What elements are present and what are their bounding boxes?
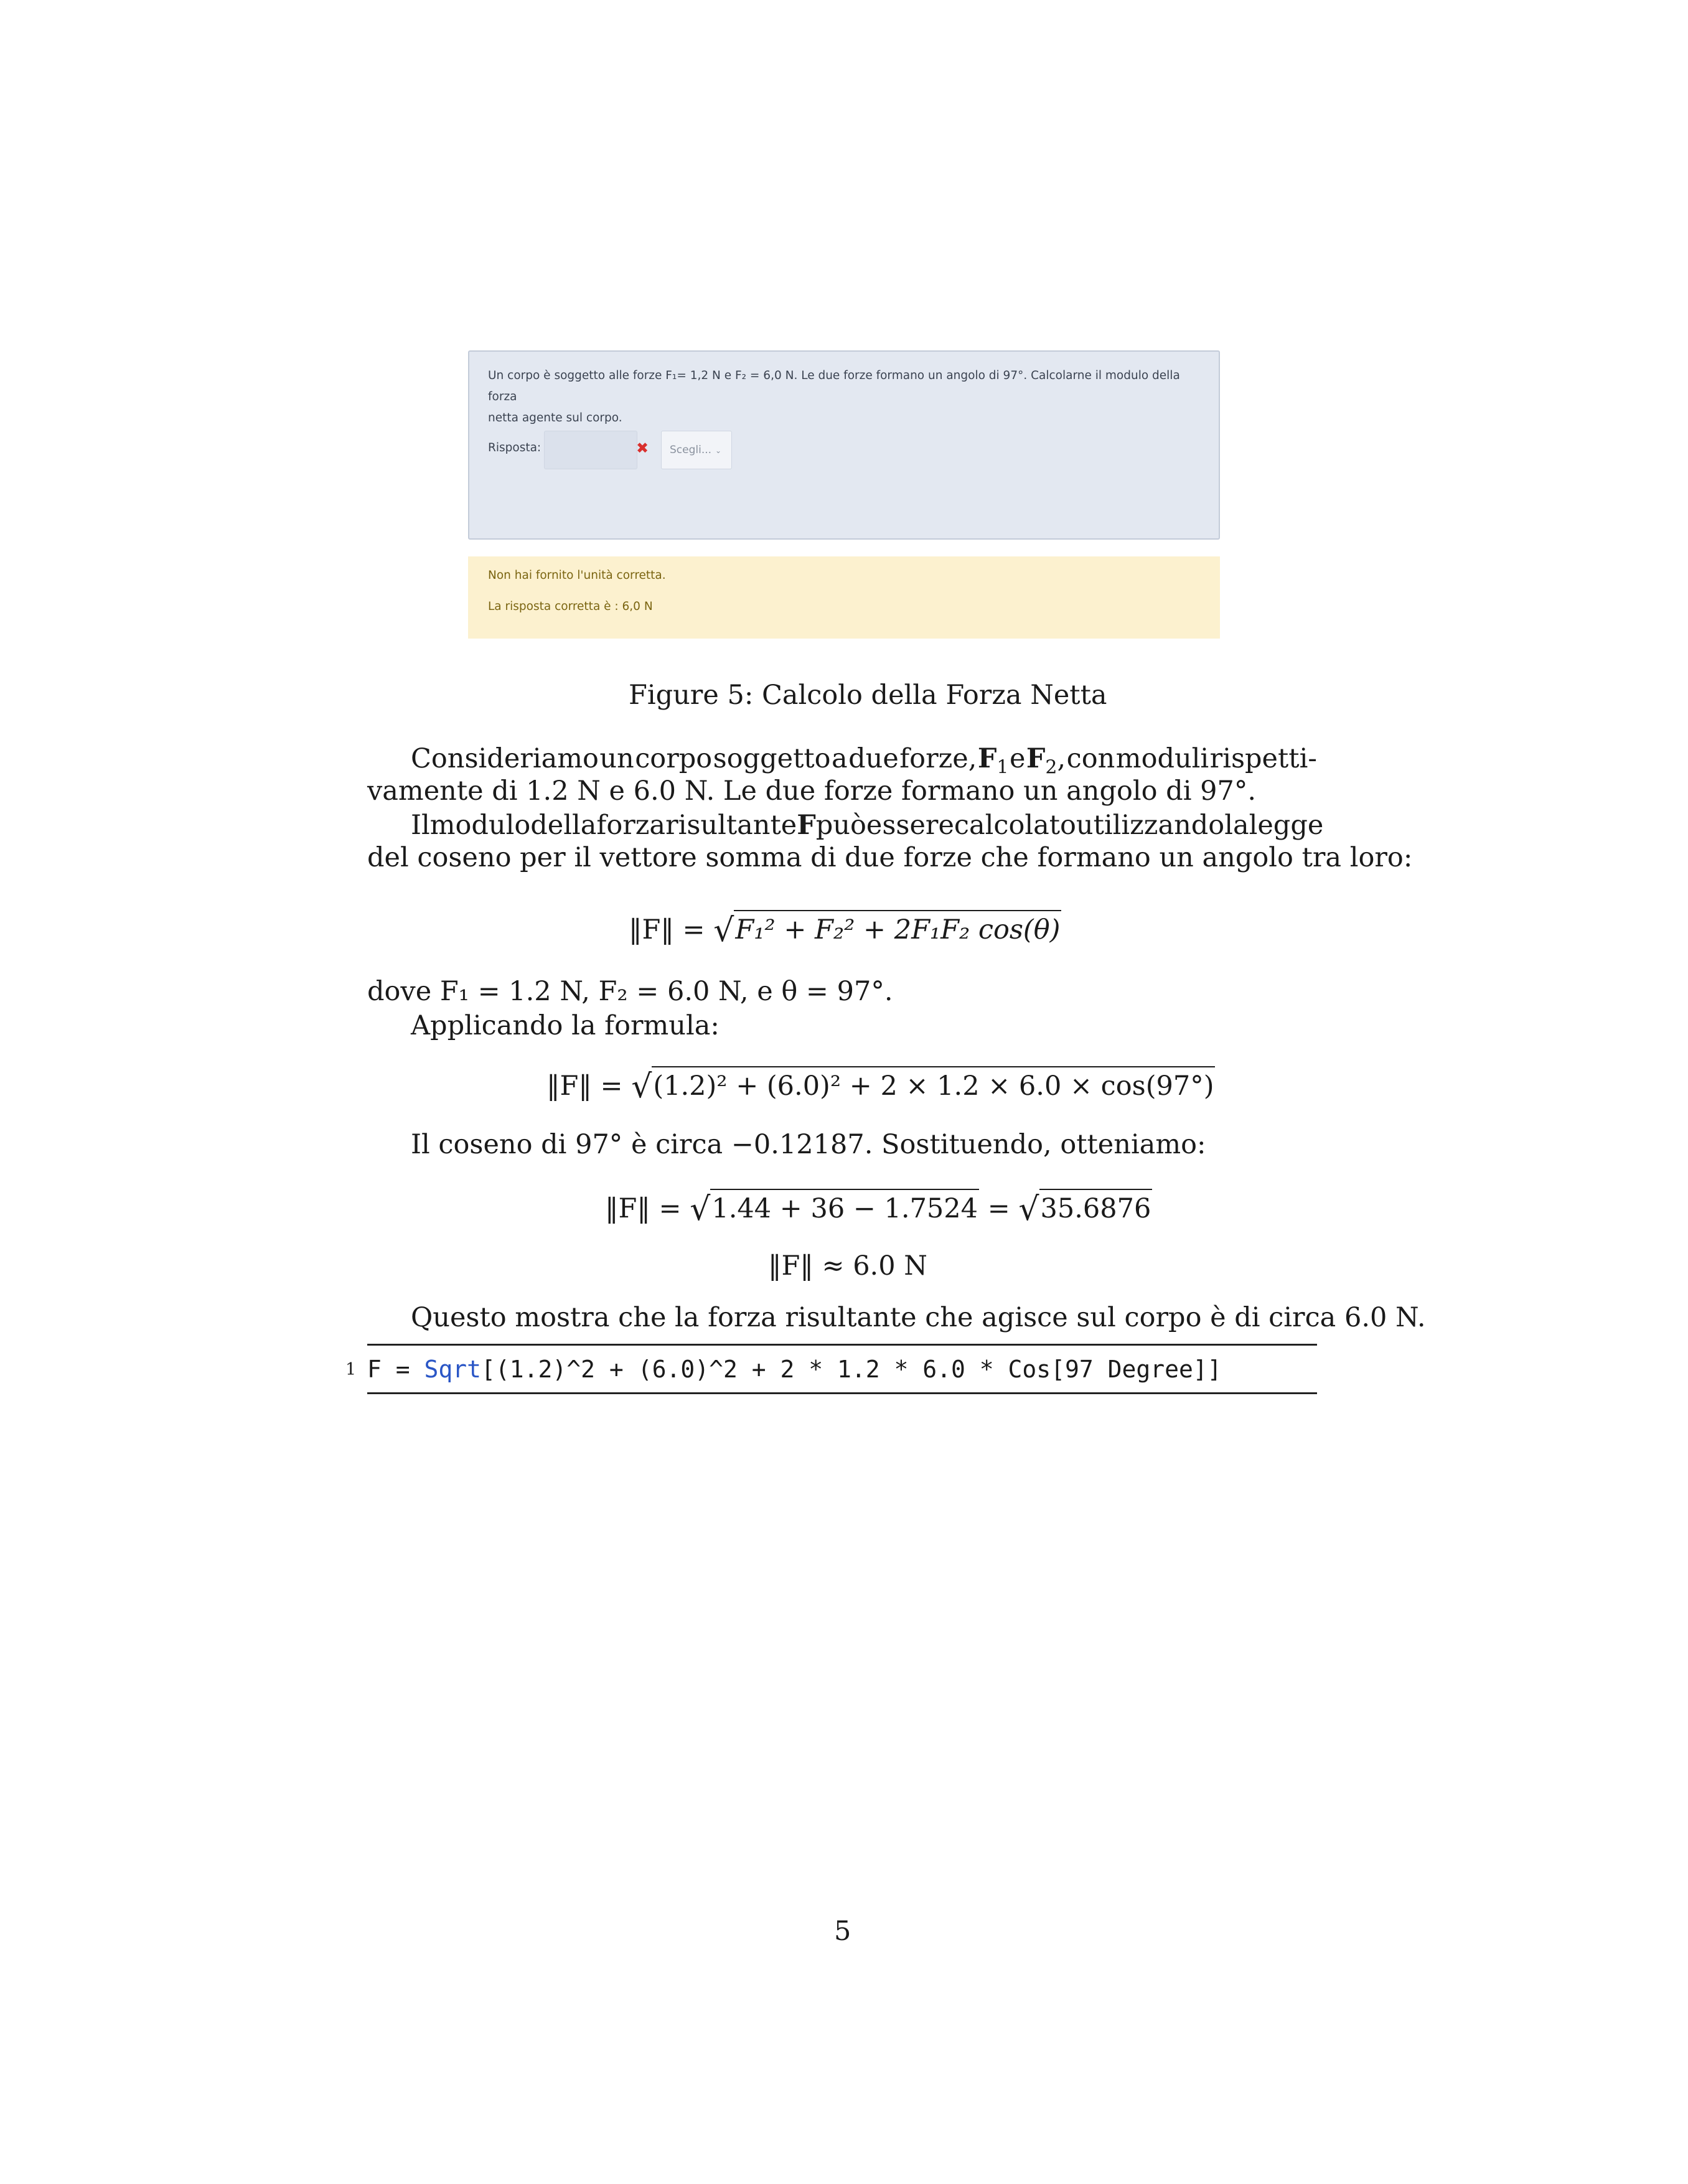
wrong-answer-icon: ✖ [636, 439, 649, 457]
sqrt-symbol: √35.6876 [1018, 1189, 1152, 1226]
paragraph-1-line-2: vamente di 1.2 N e 6.0 N. Le due forze formano un angolo di 97°. [367, 776, 1257, 807]
cosine-value-text: Il coseno di 97° è circa −0.12187. Sostituendo, otteniamo: [411, 1129, 1206, 1160]
word: forze, [899, 743, 977, 774]
equation-rhs: (1.2)² + (6.0)² + 2 × 1.2 × 6.0 × cos(97°) [652, 1066, 1215, 1102]
equation-middle: 1.44 + 36 − 1.7524 [710, 1189, 979, 1225]
word: la [1224, 810, 1249, 841]
equation-rhs: F₁² + F₂² + 2F₁F₂ cos(θ) [734, 910, 1061, 946]
equation-law-of-cosines [629, 910, 1061, 947]
word: un [599, 743, 634, 774]
equation-numeric [605, 1189, 1152, 1226]
word: rispetti- [1209, 743, 1317, 774]
word: essere [866, 810, 954, 841]
chevron-down-icon: ⌄ [715, 446, 722, 455]
feedback-correct-answer: La risposta corretta è : 6,0 N [488, 600, 653, 613]
word: legge [1249, 810, 1324, 841]
code-args: [(1.2)^2 + (6.0)^2 + 2 * 1.2 * 6.0 * Cos[97 Degree]] [481, 1356, 1222, 1383]
word: e [1009, 743, 1026, 774]
code-line [367, 1354, 1222, 1384]
code-prefix: F = [367, 1356, 424, 1383]
word: Il [411, 810, 430, 841]
word: a [832, 743, 848, 774]
equation-rhs: 35.6876 [1039, 1189, 1153, 1225]
equation-result: ‖F‖ ≈ 6.0 N [768, 1250, 927, 1282]
sqrt-symbol: √1.44 + 36 − 1.7524 [690, 1189, 979, 1226]
equation-substitution [546, 1066, 1215, 1103]
word: con [1066, 743, 1115, 774]
word: Consideriamo [411, 743, 599, 774]
equals-sign: = [987, 1193, 1010, 1224]
vector-f2: $F_2$, [1026, 743, 1066, 779]
figure-caption: Figure 5: Calcolo della Forza Netta [629, 680, 1107, 711]
equation-lhs: ‖F‖ = [605, 1193, 682, 1224]
word: calcolato [954, 810, 1076, 841]
sqrt-symbol: √(1.2)² + (6.0)² + 2 × 1.2 × 6.0 × cos(97°) [631, 1066, 1215, 1103]
code-line-number: 1 [345, 1360, 357, 1379]
vector-f1: $F_1$ [977, 743, 1009, 779]
unit-select[interactable] [661, 431, 732, 469]
word: due [848, 743, 899, 774]
applying-formula-text: Applicando la formula: [411, 1010, 720, 1041]
page-number: 5 [834, 1916, 851, 1947]
conclusion-text: Questo mostra che la forza risultante che agisce sul corpo è di circa 6.0 N. [411, 1302, 1426, 1333]
feedback-unit-message: Non hai fornito l'unità corretta. [488, 569, 666, 582]
word: risultante [665, 810, 797, 841]
vector-f: F [797, 810, 816, 841]
paragraph-1-line-1 [411, 743, 1317, 779]
answer-input[interactable] [544, 431, 637, 469]
answer-label: Risposta: [488, 441, 542, 454]
sqrt-symbol: √F₁² + F₂² + 2F₁F₂ cos(θ) [713, 910, 1061, 947]
word: soggetto [713, 743, 831, 774]
quiz-question-line-1: Un corpo è soggetto alle forze F₁= 1,2 N e F₂ = 6,0 N. Le due forze formano un angolo di 97°. Calcolarne il modulo della forza [488, 369, 1180, 403]
word: forza [596, 810, 666, 841]
word: corpo [635, 743, 713, 774]
listing-bottom-rule [367, 1392, 1317, 1394]
quiz-question-text [488, 365, 1204, 429]
word: moduli [1115, 743, 1209, 774]
listing-top-rule [367, 1344, 1317, 1346]
unit-select-value: Scegli... [670, 444, 712, 456]
equation-lhs: ‖F‖ = [629, 914, 705, 945]
paragraph-2-line-1 [411, 809, 1324, 841]
word: può [815, 810, 866, 841]
paragraph-2-line-2: del coseno per il vettore somma di due forze che formano un angolo tra loro: [367, 842, 1413, 873]
word: modulo [429, 810, 531, 841]
word: utilizzando [1076, 810, 1225, 841]
variables-definition: dove F₁ = 1.2 N, F₂ = 6.0 N, e θ = 97°. [367, 976, 893, 1007]
code-function: Sqrt [424, 1356, 482, 1383]
equation-lhs: ‖F‖ = [546, 1071, 623, 1102]
word: della [530, 810, 597, 841]
quiz-question-line-2: netta agente sul corpo. [488, 411, 622, 424]
